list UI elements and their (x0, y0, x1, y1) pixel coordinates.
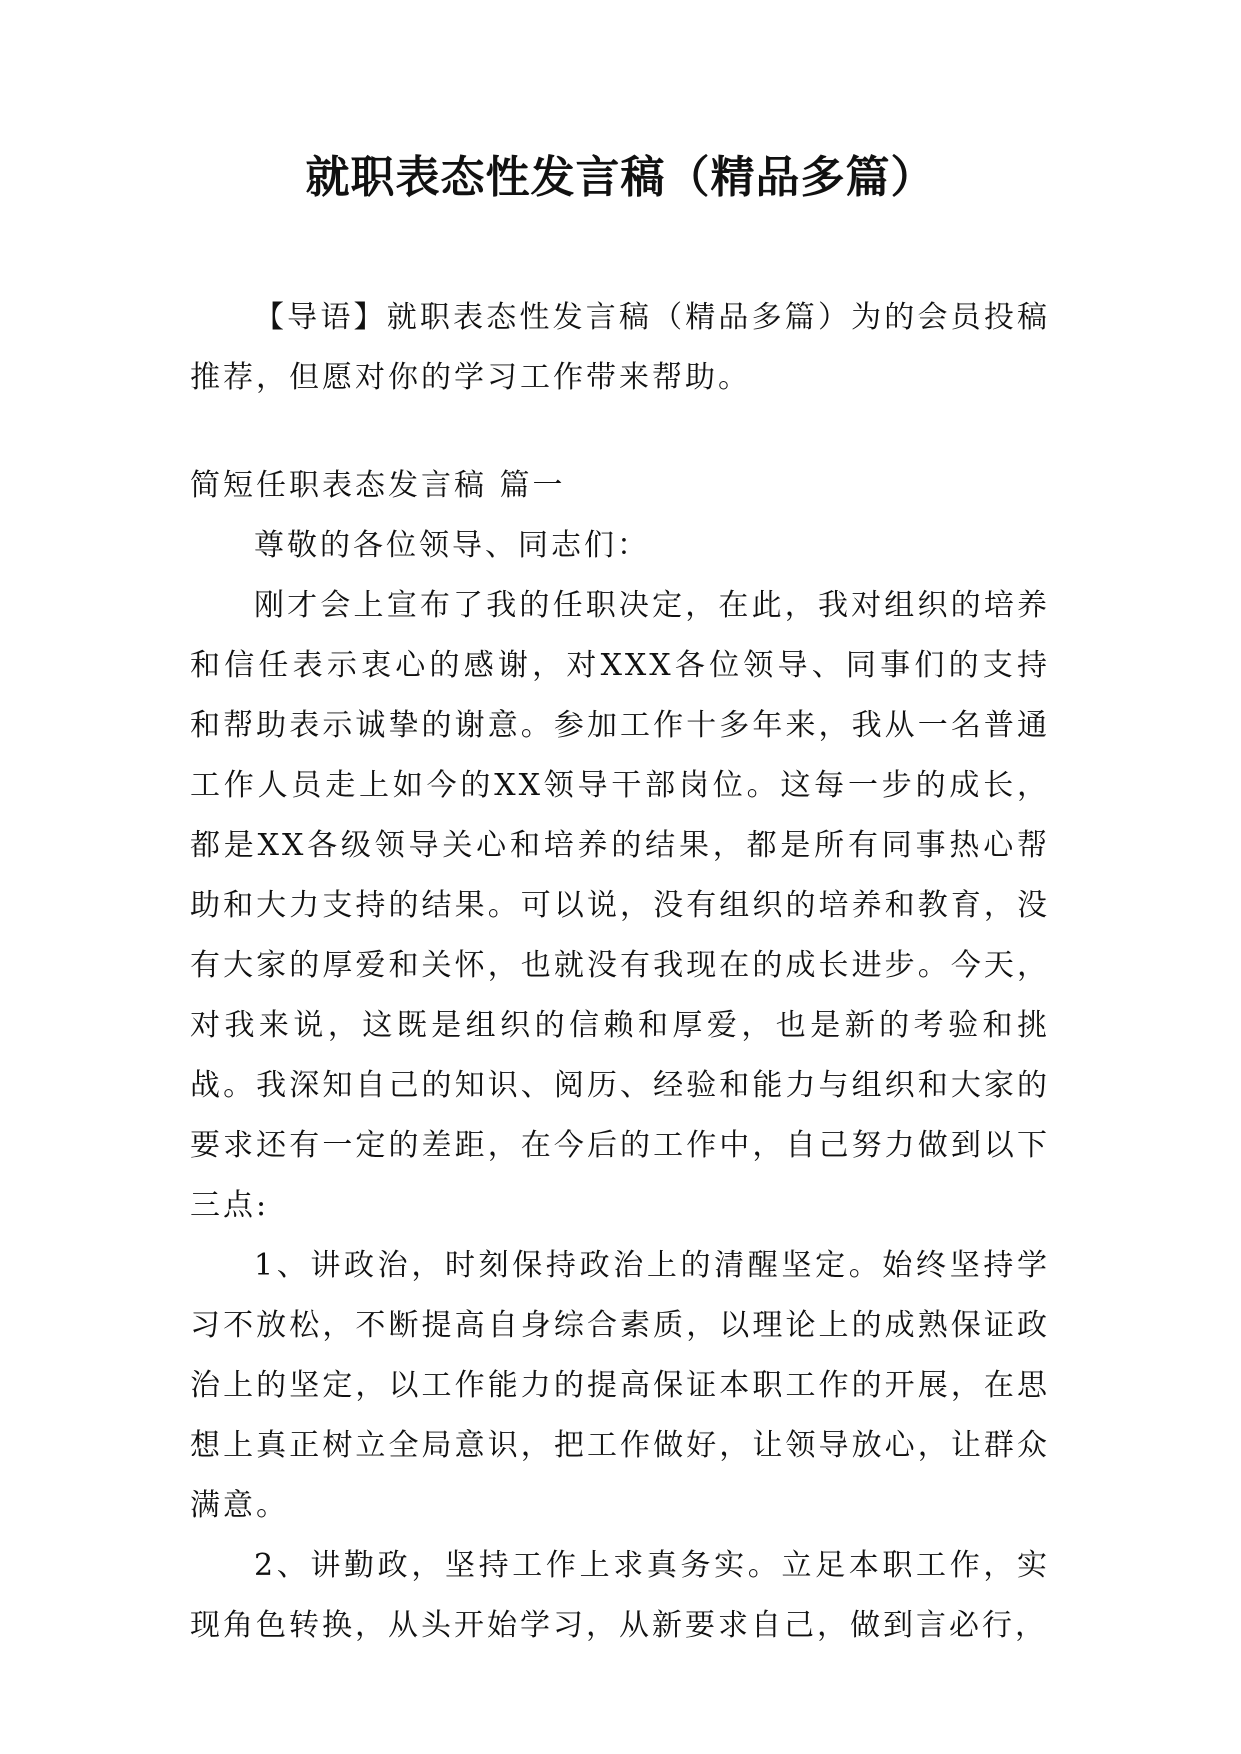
document-body (190, 456, 1050, 1656)
document-title: 就职表态性发言稿（精品多篇） (305, 152, 936, 203)
section-heading: 简短任职表态发言稿 篇一 (190, 468, 566, 503)
intro-block (190, 288, 1050, 408)
body-paragraph: 2、讲勤政，坚持工作上求真务实。立足本职工作，实现角色转换，从头开始学习，从新要求自己，做到言必行， (190, 1548, 1050, 1643)
greeting: 尊敬的各位领导、同志们： (254, 528, 650, 563)
body-paragraph: 1、讲政治，时刻保持政治上的清醒坚定。始终坚持学习不放松，不断提高自身综合素质，以理论上的成熟保证政治上的坚定，以工作能力的提高保证本职工作的开展，在思想上真正树立全局意识，把工作做好，让领导放心，让群众满意。 (190, 1248, 1050, 1523)
intro-paragraph: 【导语】就职表态性发言稿（精品多篇）为的会员投稿推荐，但愿对你的学习工作带来帮助。 (190, 300, 1050, 395)
body-paragraph: 刚才会上宣布了我的任职决定，在此，我对组织的培养和信任表示衷心的感谢，对XXX各位领导、同事们的支持和帮助表示诚挚的谢意。参加工作十多年来，我从一名普通工作人员走上如今的XX领导干部岗位。这每一步的成长，都是XX各级领导关心和培养的结果，都是所有同事热心帮助和大力支持的结果。可以说，没有组织的培养和教育，没有大家的厚爱和关怀，也就没有我现在的成长进步。今天，对我来说，这既是组织的信赖和厚爱，也是新的考验和挑战。我深知自己的知识、阅历、经验和能力与组织和大家的要求还有一定的差距，在今后的工作中，自己努力做到以下三点: (190, 588, 1050, 1223)
